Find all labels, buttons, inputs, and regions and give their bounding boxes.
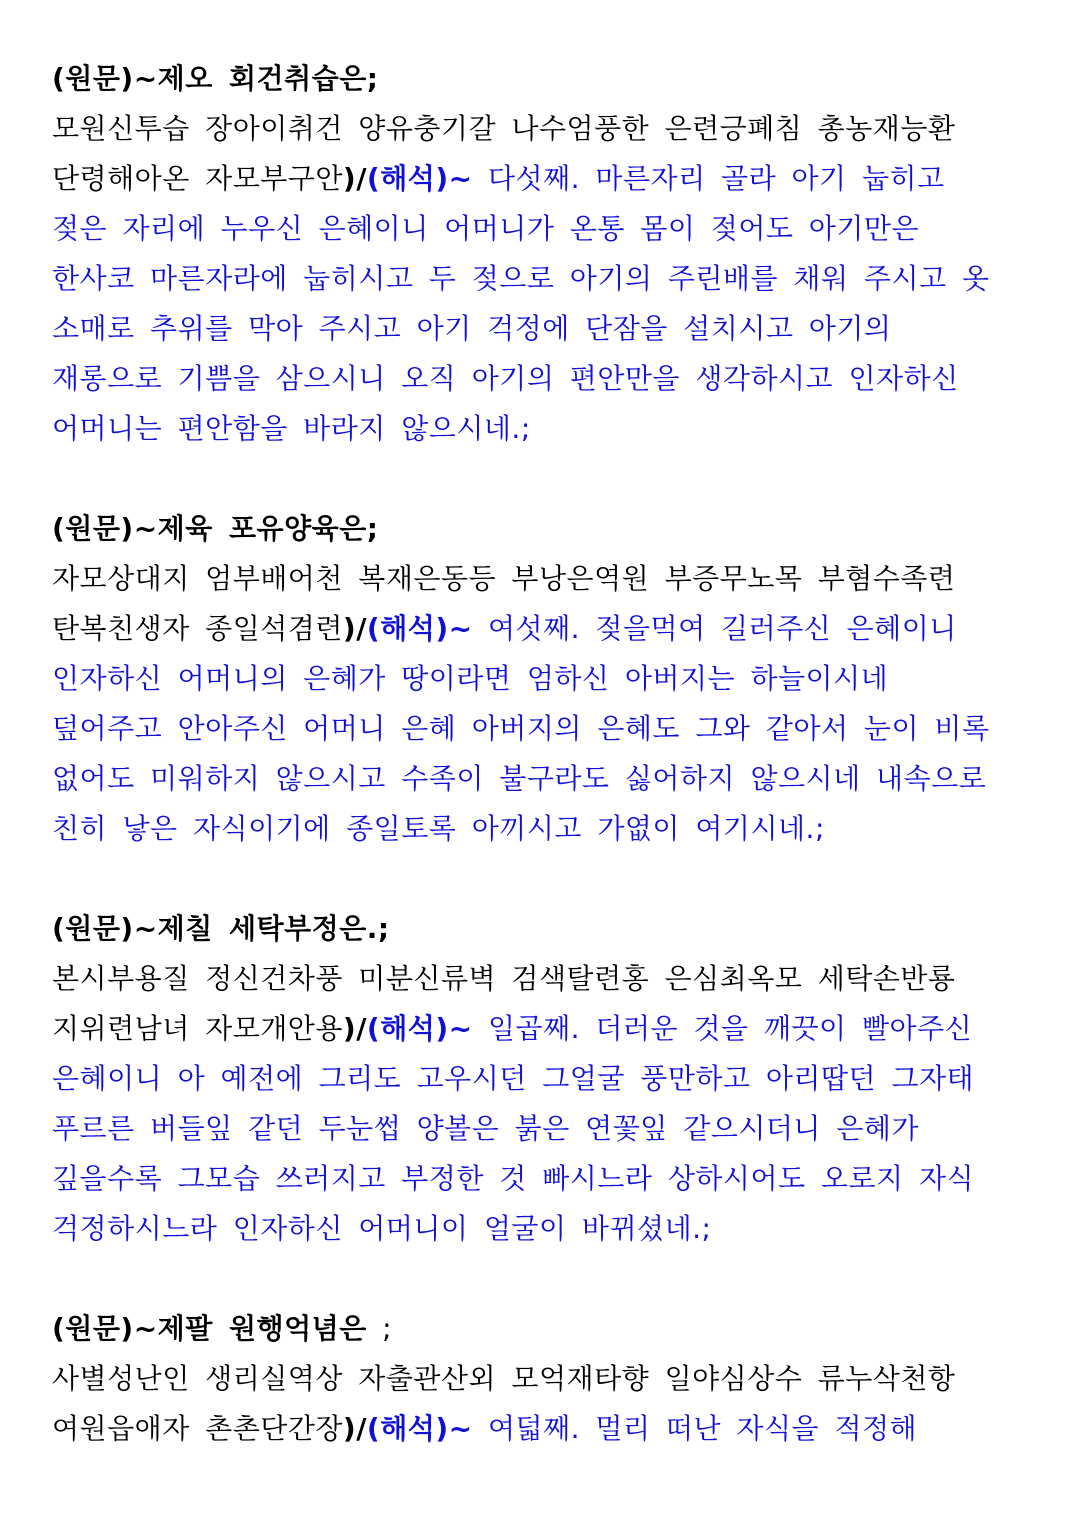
separator: )/ bbox=[342, 162, 367, 195]
original-text: 탄복친생자 종일석겸련 bbox=[52, 612, 343, 645]
original-text-line-with-tag bbox=[52, 604, 1062, 654]
separator: )/ bbox=[342, 1012, 367, 1045]
translation-text: 여덟째. 멀리 떠난 자식을 적정해 bbox=[472, 1412, 918, 1445]
sutra-section-6 bbox=[52, 504, 1062, 854]
translation-line: 은혜이니 아 예전에 그리도 고우시던 그얼굴 풍만하고 아리땁던 그자태 bbox=[52, 1062, 975, 1095]
section-heading: (원문)~제육 포유양육은; bbox=[52, 512, 379, 545]
translation-line: 인자하신 어머니의 은혜가 땅이라면 엄하신 아버지는 하늘이시네 bbox=[52, 662, 889, 695]
section-heading-line bbox=[52, 504, 1062, 554]
original-text-line: 사별성난인 생리실역상 자출관산외 모억재타향 일야심상수 류누삭천항 bbox=[52, 1362, 956, 1395]
original-text: 여원읍애자 촌촌단간장 bbox=[52, 1412, 343, 1445]
translation-line: 한사코 마른자라에 눕히시고 두 젖으로 아기의 주린배를 채워 주시고 옷 bbox=[52, 262, 990, 295]
translation-line: 친히 낳은 자식이기에 종일토록 아끼시고 가엾이 여기시네.; bbox=[52, 812, 825, 845]
section-heading-suffix: ; bbox=[366, 1312, 393, 1345]
translation-tag: (해석)~ bbox=[366, 162, 473, 195]
translation-text: 일곱째. 더러운 것을 깨끗이 빨아주신 bbox=[472, 1012, 973, 1045]
original-text-line: 본시부용질 정신건차풍 미분신류벽 검색탈련홍 은심최옥모 세탁손반룡 bbox=[52, 962, 956, 995]
original-text: 지위련남녀 자모개안용 bbox=[52, 1012, 343, 1045]
translation-line: 어머니는 편안함을 바라지 않으시네.; bbox=[52, 412, 531, 445]
translation-text: 여섯째. 젖을먹여 길러주신 은혜이니 bbox=[472, 612, 957, 645]
translation-line: 젖은 자리에 누우신 은혜이니 어머니가 온통 몸이 젖어도 아기만은 bbox=[52, 212, 920, 245]
separator: )/ bbox=[342, 612, 367, 645]
sutra-section-7 bbox=[52, 904, 1062, 1254]
original-text-line-with-tag bbox=[52, 154, 1062, 204]
translation-line: 깊을수록 그모습 쓰러지고 부정한 것 빠시느라 상하시어도 오로지 자식 bbox=[52, 1162, 975, 1195]
translation-text: 다섯째. 마른자리 골라 아기 눕히고 bbox=[472, 162, 945, 195]
section-heading-line bbox=[52, 904, 1062, 954]
translation-line: 재롱으로 기쁨을 삼으시니 오직 아기의 편안만을 생각하시고 인자하신 bbox=[52, 362, 959, 395]
original-text-line: 모원신투습 장아이취건 양유충기갈 나수엄풍한 은련긍폐침 총농재능환 bbox=[52, 112, 956, 145]
separator: )/ bbox=[342, 1412, 367, 1445]
translation-line: 소매로 추위를 막아 주시고 아기 걱정에 단잠을 설치시고 아기의 bbox=[52, 312, 892, 345]
translation-tag: (해석)~ bbox=[366, 612, 473, 645]
translation-tag: (해석)~ bbox=[366, 1412, 473, 1445]
original-text-line: 자모상대지 엄부배어천 복재은동등 부낭은역원 부증무노목 부혐수족련 bbox=[52, 562, 956, 595]
translation-line: 푸르른 버들잎 같던 두눈썹 양볼은 붉은 연꽃잎 같으시더니 은혜가 bbox=[52, 1112, 920, 1145]
translation-tag: (해석)~ bbox=[366, 1012, 473, 1045]
original-text-line-with-tag bbox=[52, 1404, 1062, 1454]
original-text: 단령해아온 자모부구안 bbox=[52, 162, 343, 195]
translation-line: 없어도 미워하지 않으시고 수족이 불구라도 싫어하지 않으시네 내속으로 bbox=[52, 762, 987, 795]
translation-line: 덮어주고 안아주신 어머니 은혜 아버지의 은혜도 그와 같아서 눈이 비록 bbox=[52, 712, 990, 745]
original-text-line-with-tag bbox=[52, 1004, 1062, 1054]
section-heading: (원문)~제팔 원행억념은 bbox=[52, 1312, 367, 1345]
sutra-section-8 bbox=[52, 1304, 1062, 1454]
document-page bbox=[52, 54, 1062, 1504]
section-heading: (원문)~제칠 세탁부정은.; bbox=[52, 912, 390, 945]
sutra-section-5 bbox=[52, 54, 1062, 454]
translation-line: 걱정하시느라 인자하신 어머니이 얼굴이 바뀌셨네.; bbox=[52, 1212, 712, 1245]
section-heading-line bbox=[52, 1304, 1062, 1354]
section-heading-line bbox=[52, 54, 1062, 104]
section-heading: (원문)~제오 회건취습은; bbox=[52, 62, 379, 95]
